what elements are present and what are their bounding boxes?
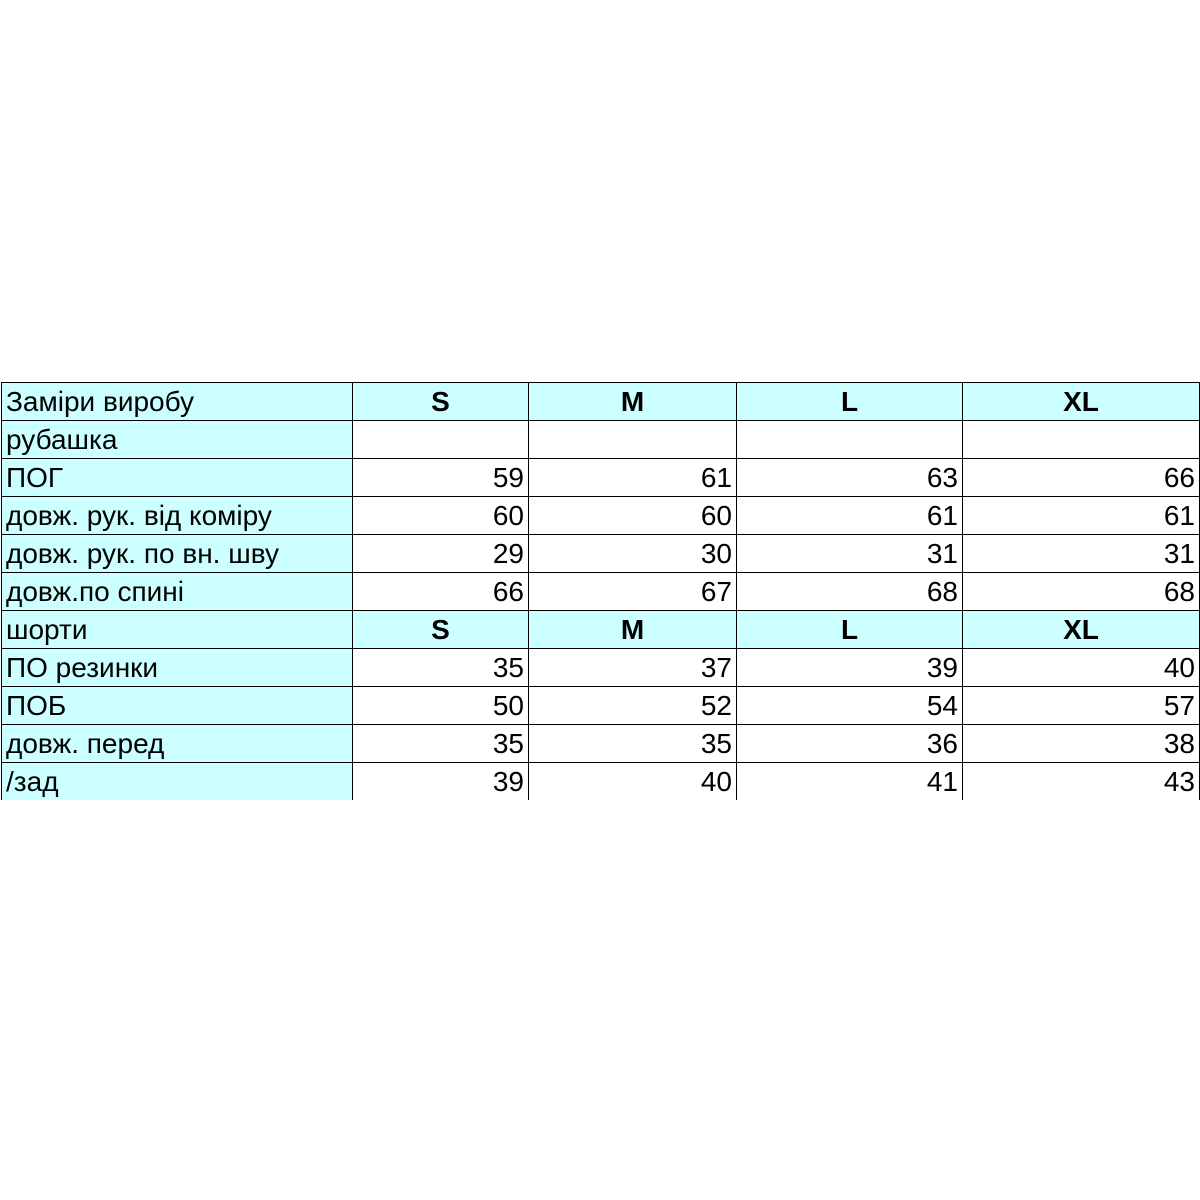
row-label: довж.по спині <box>2 573 353 611</box>
size-header-xl: XL <box>963 383 1200 421</box>
row-label: довж. рук. по вн. шву <box>2 535 353 573</box>
value-cell-m: 60 <box>529 497 737 535</box>
value-cell-l: 31 <box>737 535 963 573</box>
value-cell-s: 29 <box>353 535 529 573</box>
table-row <box>2 459 1200 497</box>
value-cell-m: 52 <box>529 687 737 725</box>
table-row <box>2 497 1200 535</box>
row-label: ПОГ <box>2 459 353 497</box>
table-row <box>2 573 1200 611</box>
size-header-s: S <box>353 611 529 649</box>
row-label: ПО резинки <box>2 649 353 687</box>
value-cell-l: 61 <box>737 497 963 535</box>
shirt-section-row <box>2 421 1200 459</box>
table-header-row <box>2 383 1200 421</box>
row-label: /зад <box>2 763 353 801</box>
size-table <box>1 382 1200 800</box>
value-cell-m: 67 <box>529 573 737 611</box>
value-cell-l: 54 <box>737 687 963 725</box>
value-cell-m: 61 <box>529 459 737 497</box>
size-header-l: L <box>737 383 963 421</box>
value-cell-xl: 31 <box>963 535 1200 573</box>
shorts-section-title: шорти <box>2 611 353 649</box>
value-cell-s: 50 <box>353 687 529 725</box>
value-cell-xl: 43 <box>963 763 1200 801</box>
value-cell-s: 66 <box>353 573 529 611</box>
size-header-l: L <box>737 611 963 649</box>
row-label: довж. перед <box>2 725 353 763</box>
value-cell-s: 59 <box>353 459 529 497</box>
value-cell-xl: 38 <box>963 725 1200 763</box>
size-header-m: M <box>529 611 737 649</box>
value-cell-m: 37 <box>529 649 737 687</box>
empty-cell <box>963 421 1200 459</box>
empty-cell <box>737 421 963 459</box>
value-cell-l: 63 <box>737 459 963 497</box>
row-label: ПОБ <box>2 687 353 725</box>
empty-cell <box>529 421 737 459</box>
value-cell-m: 35 <box>529 725 737 763</box>
value-cell-l: 39 <box>737 649 963 687</box>
value-cell-s: 39 <box>353 763 529 801</box>
table-row <box>2 763 1200 801</box>
size-header-xl: XL <box>963 611 1200 649</box>
empty-cell <box>353 421 529 459</box>
value-cell-xl: 61 <box>963 497 1200 535</box>
value-cell-s: 35 <box>353 649 529 687</box>
row-label: довж. рук. від коміру <box>2 497 353 535</box>
value-cell-xl: 57 <box>963 687 1200 725</box>
size-header-s: S <box>353 383 529 421</box>
value-cell-s: 35 <box>353 725 529 763</box>
shorts-header-row <box>2 611 1200 649</box>
table-title: Заміри виробу <box>2 383 353 421</box>
value-cell-l: 68 <box>737 573 963 611</box>
table-row <box>2 535 1200 573</box>
table-row <box>2 725 1200 763</box>
value-cell-xl: 66 <box>963 459 1200 497</box>
value-cell-xl: 68 <box>963 573 1200 611</box>
shirt-section-title: рубашка <box>2 421 353 459</box>
value-cell-m: 30 <box>529 535 737 573</box>
size-header-m: M <box>529 383 737 421</box>
value-cell-xl: 40 <box>963 649 1200 687</box>
value-cell-l: 41 <box>737 763 963 801</box>
table-row <box>2 649 1200 687</box>
table-row <box>2 687 1200 725</box>
value-cell-m: 40 <box>529 763 737 801</box>
value-cell-s: 60 <box>353 497 529 535</box>
value-cell-l: 36 <box>737 725 963 763</box>
